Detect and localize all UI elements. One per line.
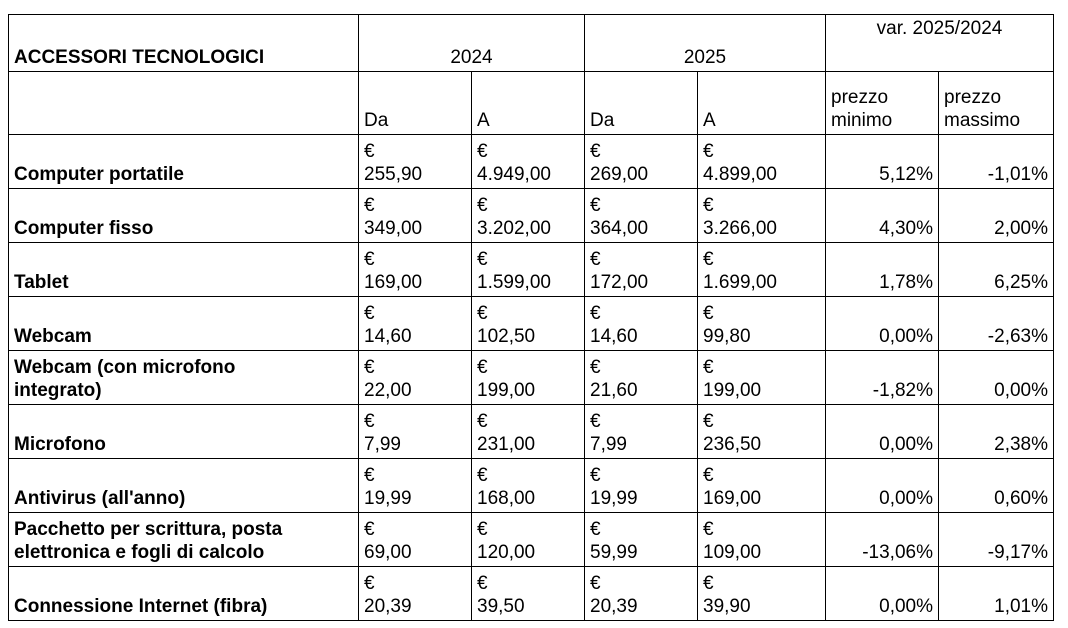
table-row [9,297,1054,351]
currency-symbol: € [590,411,601,432]
variation-max-cell: 0,60% [939,459,1054,513]
price-cell-da2025 [585,243,698,297]
table-row [9,513,1054,567]
price-cell-a2024 [472,243,585,297]
price-cell-a2025 [698,351,826,405]
price-value: 14,60 [590,326,638,347]
product-name-cell [9,567,359,621]
price-cell-da2025 [585,351,698,405]
product-name-cell [9,513,359,567]
prezzo-massimo-line-2: massimo [944,110,1021,131]
price-cell-da2024 [359,405,472,459]
a-2025-header: A [698,72,826,135]
product-name-line [14,410,353,433]
product-name-line [14,194,353,217]
price-cell-a2024 [472,135,585,189]
currency-symbol: € [364,249,375,270]
da-2024-header: Da [359,72,472,135]
price-cell-a2025 [698,567,826,621]
currency-symbol: € [703,195,714,216]
variation-min-cell: 4,30% [826,189,939,243]
variation-min-cell: 1,78% [826,243,939,297]
currency-symbol: € [477,573,488,594]
product-name-line [14,248,353,271]
currency-symbol: € [364,141,375,162]
prezzo-massimo-line-1: prezzo [944,87,1002,108]
currency-symbol: € [364,195,375,216]
currency-symbol: € [364,357,375,378]
price-value: 39,50 [477,596,525,617]
currency-symbol: € [590,573,601,594]
price-value: 236,50 [703,434,762,455]
table-row [9,567,1054,621]
price-value: 19,99 [590,488,638,509]
currency-symbol: € [703,141,714,162]
price-cell-a2024 [472,189,585,243]
da-2025-header: Da [585,72,698,135]
price-cell-da2025 [585,297,698,351]
currency-symbol: € [477,303,488,324]
currency-symbol: € [703,411,714,432]
price-cell-a2024 [472,351,585,405]
product-name-cell [9,297,359,351]
price-cell-da2025 [585,405,698,459]
variation-min-cell: 0,00% [826,405,939,459]
price-value: 169,00 [364,272,423,293]
empty-header-cell [9,72,359,135]
price-value: 1.699,00 [703,272,777,293]
price-value: 269,00 [590,164,649,185]
product-name-line [14,572,353,595]
currency-symbol: € [477,411,488,432]
currency-symbol: € [477,357,488,378]
product-name-cell [9,459,359,513]
product-name-line: Microfono [14,434,106,455]
price-cell-a2025 [698,405,826,459]
product-name-line: Computer portatile [14,164,184,185]
product-name-cell [9,189,359,243]
header-row-columns [9,72,1054,135]
variation-max-cell: 1,01% [939,567,1054,621]
price-value: 1.599,00 [477,272,551,293]
product-name-line: Webcam [14,326,92,347]
currency-symbol: € [477,249,488,270]
price-value: 169,00 [703,488,762,509]
currency-symbol: € [703,465,714,486]
price-value: 69,00 [364,542,412,563]
price-cell-da2024 [359,297,472,351]
currency-symbol: € [477,465,488,486]
table-row [9,405,1054,459]
price-cell-a2025 [698,459,826,513]
price-value: 14,60 [364,326,412,347]
variation-min-cell: 0,00% [826,567,939,621]
table-row [9,189,1054,243]
variation-max-cell: -9,17% [939,513,1054,567]
price-cell-a2024 [472,567,585,621]
price-value: 20,39 [364,596,412,617]
currency-symbol: € [703,249,714,270]
currency-symbol: € [364,465,375,486]
currency-symbol: € [590,519,601,540]
price-value: 39,90 [703,596,751,617]
product-name-line: elettronica e fogli di calcolo [14,542,265,563]
currency-symbol: € [364,411,375,432]
product-name-line: integrato) [14,380,102,401]
price-value: 168,00 [477,488,536,509]
currency-symbol: € [703,519,714,540]
price-value: 231,00 [477,434,536,455]
variation-min-cell: -1,82% [826,351,939,405]
price-cell-a2024 [472,513,585,567]
price-value: 120,00 [477,542,536,563]
product-name-line: Computer fisso [14,218,154,239]
variation-max-cell: 2,38% [939,405,1054,459]
currency-symbol: € [590,357,601,378]
product-name-line: Pacchetto per scrittura, posta [14,519,283,540]
price-value: 7,99 [590,434,627,455]
prezzo-massimo-header [939,72,1054,135]
price-cell-da2024 [359,189,472,243]
price-table [8,14,1054,621]
currency-symbol: € [364,519,375,540]
prezzo-minimo-line-1: prezzo [831,87,889,108]
variation-min-cell: -13,06% [826,513,939,567]
currency-symbol: € [590,141,601,162]
price-cell-da2024 [359,135,472,189]
product-name-line [14,302,353,325]
product-name-cell [9,135,359,189]
price-value: 255,90 [364,164,423,185]
price-value: 4.949,00 [477,164,551,185]
price-cell-da2024 [359,567,472,621]
price-cell-da2024 [359,459,472,513]
price-value: 7,99 [364,434,401,455]
table-row [9,243,1054,297]
price-value: 172,00 [590,272,649,293]
currency-symbol: € [703,303,714,324]
currency-symbol: € [364,303,375,324]
variation-max-cell: -2,63% [939,297,1054,351]
price-value: 109,00 [703,542,762,563]
price-cell-da2024 [359,513,472,567]
table-title: ACCESSORI TECNOLOGICI [9,15,359,72]
variation-max-cell: 2,00% [939,189,1054,243]
currency-symbol: € [703,357,714,378]
variation-max-cell: -1,01% [939,135,1054,189]
product-name-line: Connessione Internet (fibra) [14,596,268,617]
price-value: 20,39 [590,596,638,617]
currency-symbol: € [590,249,601,270]
price-value: 199,00 [477,380,536,401]
price-cell-da2025 [585,459,698,513]
price-value: 99,80 [703,326,751,347]
currency-symbol: € [590,465,601,486]
year-2025-header: 2025 [585,15,826,72]
price-cell-a2024 [472,459,585,513]
price-value: 349,00 [364,218,423,239]
table-row [9,351,1054,405]
price-cell-a2025 [698,135,826,189]
product-name-cell [9,351,359,405]
price-cell-da2025 [585,135,698,189]
price-value: 199,00 [703,380,762,401]
price-cell-da2025 [585,567,698,621]
product-name-line: Antivirus (all'anno) [14,488,186,509]
price-cell-da2024 [359,243,472,297]
currency-symbol: € [477,519,488,540]
variation-header: var. 2025/2024 [826,15,1054,72]
currency-symbol: € [477,195,488,216]
variation-min-cell: 0,00% [826,297,939,351]
product-name-line [14,140,353,163]
a-2024-header: A [472,72,585,135]
price-value: 3.266,00 [703,218,777,239]
table-row [9,459,1054,513]
prezzo-minimo-header [826,72,939,135]
product-name-cell [9,405,359,459]
currency-symbol: € [703,573,714,594]
price-value: 22,00 [364,380,412,401]
price-value: 3.202,00 [477,218,551,239]
price-cell-a2024 [472,297,585,351]
price-value: 102,50 [477,326,536,347]
price-value: 59,99 [590,542,638,563]
price-cell-da2025 [585,189,698,243]
price-cell-da2024 [359,351,472,405]
product-name-line: Webcam (con microfono [14,357,236,378]
currency-symbol: € [477,141,488,162]
price-cell-a2024 [472,405,585,459]
variation-min-cell: 5,12% [826,135,939,189]
table-row [9,135,1054,189]
price-cell-a2025 [698,513,826,567]
variation-min-cell: 0,00% [826,459,939,513]
price-value: 364,00 [590,218,649,239]
variation-max-cell: 0,00% [939,351,1054,405]
header-row-years [9,15,1054,72]
currency-symbol: € [590,303,601,324]
price-cell-a2025 [698,243,826,297]
currency-symbol: € [590,195,601,216]
prezzo-minimo-line-2: minimo [831,110,893,131]
product-name-line [14,464,353,487]
price-value: 21,60 [590,380,638,401]
product-name-cell [9,243,359,297]
price-cell-a2025 [698,297,826,351]
price-value: 19,99 [364,488,412,509]
product-name-line: Tablet [14,272,69,293]
price-cell-a2025 [698,189,826,243]
price-cell-da2025 [585,513,698,567]
price-value: 4.899,00 [703,164,777,185]
variation-max-cell: 6,25% [939,243,1054,297]
year-2024-header: 2024 [359,15,585,72]
currency-symbol: € [364,573,375,594]
